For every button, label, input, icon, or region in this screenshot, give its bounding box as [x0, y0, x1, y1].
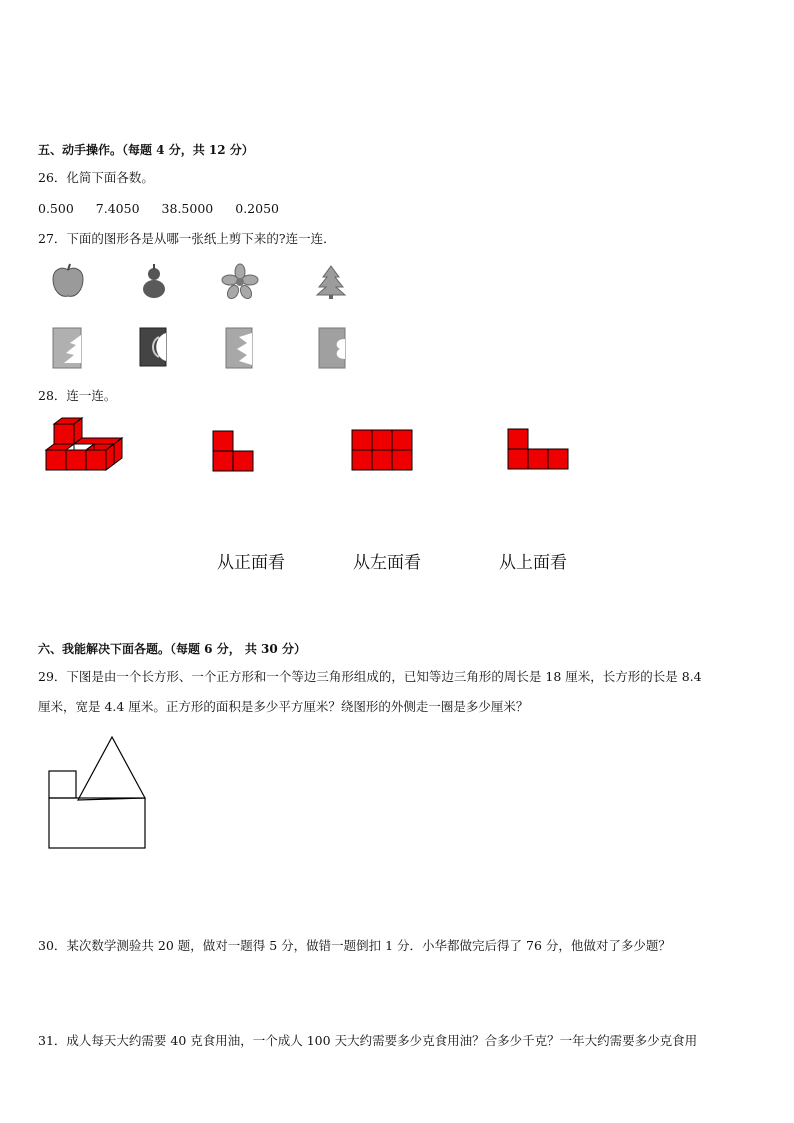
moon-cutout-card [139, 327, 167, 367]
view-label-left: 从左面看 [353, 553, 421, 573]
question-28: 28．连一连。 [38, 388, 117, 403]
zigzag-cutout-card [225, 327, 253, 369]
view-label-front: 从正面看 [217, 553, 285, 573]
question-29-line2: 厘米，宽是 4.4 厘米。正方形的面积是多少平方厘米？绕图形的外侧走一圈是多少厘米？ [38, 699, 529, 714]
number-item: 0.2050 [235, 201, 279, 216]
number-item: 7.4050 [95, 201, 140, 216]
view-shape-grid [351, 429, 413, 471]
square-shape [49, 771, 76, 798]
section-6-heading: 六、我能解决下面各题。（每题 6 分， 共 30 分） [38, 642, 306, 656]
number-item: 0.500 [38, 201, 74, 216]
gourd-icon [137, 264, 171, 300]
question-31: 31．成人每天大约需要 40 克食用油，一个成人 100 天大约需要多少克食用油？合多少千克？一年大约需要多少克食用 [38, 1033, 698, 1048]
composite-figure [48, 736, 148, 850]
question-30: 30．某次数学测验共 20 题，做对一题得 5 分，做错一题倒扣 1 分．小华都做完后得了 76 分，他做对了多少题？ [38, 938, 671, 953]
view-shape-front [212, 430, 256, 472]
rectangle-shape [49, 798, 145, 848]
section-5-heading: 五、动手操作。（每题 4 分，共 12 分） [38, 143, 254, 157]
tree-cutout-card [52, 327, 82, 369]
view-label-top: 从上面看 [499, 553, 567, 573]
apple-icon [50, 264, 86, 300]
view-shape-long-l [507, 428, 569, 470]
triangle-shape [78, 737, 145, 800]
question-29-line1: 29．下图是由一个长方形、一个正方形和一个等边三角形组成的，已知等边三角形的周长是 18 厘米，长方形的长是 8.4 [38, 669, 702, 684]
cube-structure [46, 418, 126, 478]
number-list [38, 198, 301, 217]
question-27: 27．下面的图形各是从哪一张纸上剪下来的?连一连． [38, 231, 336, 246]
question-26: 26．化简下面各数。 [38, 170, 154, 185]
number-item: 38.5000 [161, 201, 214, 216]
tree-icon [315, 264, 347, 300]
bump-cutout-card [318, 327, 346, 369]
flower-icon [222, 264, 258, 300]
